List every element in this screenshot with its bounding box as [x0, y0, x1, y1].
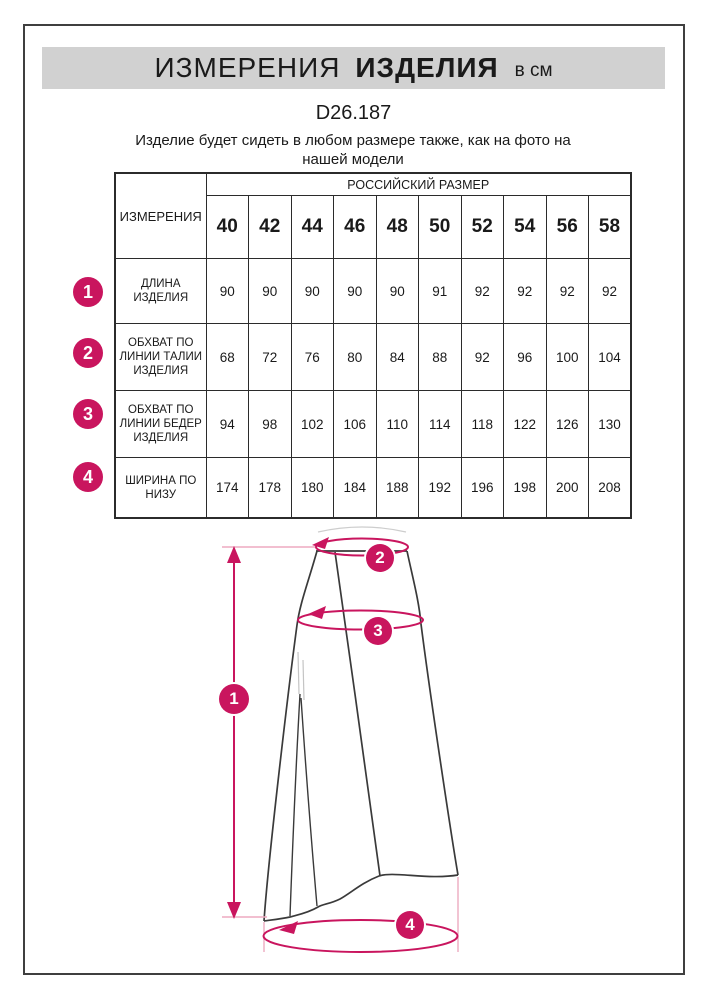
value-cell: 92 — [504, 259, 547, 324]
callout-length-badge: 1 — [219, 684, 249, 714]
size-header-cell: 42 — [249, 196, 292, 259]
callout-hips-badge: 3 — [364, 617, 392, 645]
value-cell: 90 — [249, 259, 292, 324]
title-measurements: ИЗМЕРЕНИЯ — [154, 52, 341, 83]
right-seam — [407, 551, 458, 875]
size-header-cell: 54 — [504, 196, 547, 259]
measure-number-badge-1: 1 — [73, 277, 103, 307]
value-cell: 68 — [206, 324, 249, 391]
left-seam — [264, 551, 317, 921]
row-label: ШИРИНА ПО НИЗУ — [115, 458, 206, 519]
value-cell: 188 — [376, 458, 419, 519]
pleat-line-1 — [290, 694, 300, 916]
value-cell: 178 — [249, 458, 292, 519]
measure-number-badge-2: 2 — [73, 338, 103, 368]
pleat-line-2 — [301, 698, 317, 906]
value-cell: 192 — [419, 458, 462, 519]
value-cell: 88 — [419, 324, 462, 391]
size-header-cell: 52 — [461, 196, 504, 259]
size-group-header: РОССИЙСКИЙ РАЗМЕР — [206, 173, 631, 196]
size-header-cell: 56 — [546, 196, 589, 259]
title-units: в см — [514, 60, 553, 81]
callout-waist-badge: 2 — [366, 544, 394, 572]
measure-column-header: ИЗМЕРЕНИЯ — [115, 173, 206, 259]
value-cell: 90 — [206, 259, 249, 324]
value-cell: 92 — [461, 259, 504, 324]
value-cell: 114 — [419, 391, 462, 458]
value-cell: 122 — [504, 391, 547, 458]
skirt-outline — [264, 551, 458, 921]
value-cell: 92 — [461, 324, 504, 391]
size-header-cell: 40 — [206, 196, 249, 259]
value-cell: 200 — [546, 458, 589, 519]
title-product-word: ИЗДЕЛИЯ — [355, 52, 499, 83]
value-cell: 198 — [504, 458, 547, 519]
value-cell: 104 — [589, 324, 632, 391]
waist-ellipse — [316, 539, 408, 556]
value-cell: 92 — [589, 259, 632, 324]
value-cell: 118 — [461, 391, 504, 458]
value-cell: 90 — [334, 259, 377, 324]
value-cell: 76 — [291, 324, 334, 391]
size-header-cell: 48 — [376, 196, 419, 259]
value-cell: 180 — [291, 458, 334, 519]
measure-number-badge-4: 4 — [73, 462, 103, 492]
row-label: ДЛИНА ИЗДЕЛИЯ — [115, 259, 206, 324]
value-cell: 100 — [546, 324, 589, 391]
value-cell: 110 — [376, 391, 419, 458]
value-cell: 196 — [461, 458, 504, 519]
row-label: ОБХВАТ ПО ЛИНИИ ТАЛИИ ИЗДЕЛИЯ — [115, 324, 206, 391]
waistband-faint-arc — [318, 527, 406, 532]
callout-hem-badge: 4 — [396, 911, 424, 939]
value-cell: 184 — [334, 458, 377, 519]
length-arrowhead-up — [227, 546, 241, 563]
value-cell: 208 — [589, 458, 632, 519]
wrap-edge — [335, 552, 380, 876]
hem-line — [264, 874, 458, 921]
fit-note: Изделие будет сидеть в любом размере также, как на фото на нашей модели — [135, 132, 571, 168]
value-cell: 106 — [334, 391, 377, 458]
value-cell: 94 — [206, 391, 249, 458]
value-cell: 90 — [291, 259, 334, 324]
extension-lines — [222, 547, 458, 952]
row-label: ОБХВАТ ПО ЛИНИИ БЕДЕР ИЗДЕЛИЯ — [115, 391, 206, 458]
value-cell: 92 — [546, 259, 589, 324]
size-header-cell: 50 — [419, 196, 462, 259]
measurement-ellipses — [234, 539, 458, 953]
size-header-cell: 44 — [291, 196, 334, 259]
value-cell: 80 — [334, 324, 377, 391]
value-cell: 98 — [249, 391, 292, 458]
size-header-cell: 58 — [589, 196, 632, 259]
value-cell: 130 — [589, 391, 632, 458]
value-cell: 96 — [504, 324, 547, 391]
value-cell: 102 — [291, 391, 334, 458]
value-cell: 90 — [376, 259, 419, 324]
product-code: D26.187 — [315, 102, 392, 124]
hip-arrowhead — [308, 606, 326, 619]
value-cell: 72 — [249, 324, 292, 391]
value-cell: 126 — [546, 391, 589, 458]
value-cell: 91 — [419, 259, 462, 324]
pleat-shading — [298, 652, 304, 700]
measure-number-badge-3: 3 — [73, 399, 103, 429]
size-header-cell: 46 — [334, 196, 377, 259]
value-cell: 84 — [376, 324, 419, 391]
value-cell: 174 — [206, 458, 249, 519]
